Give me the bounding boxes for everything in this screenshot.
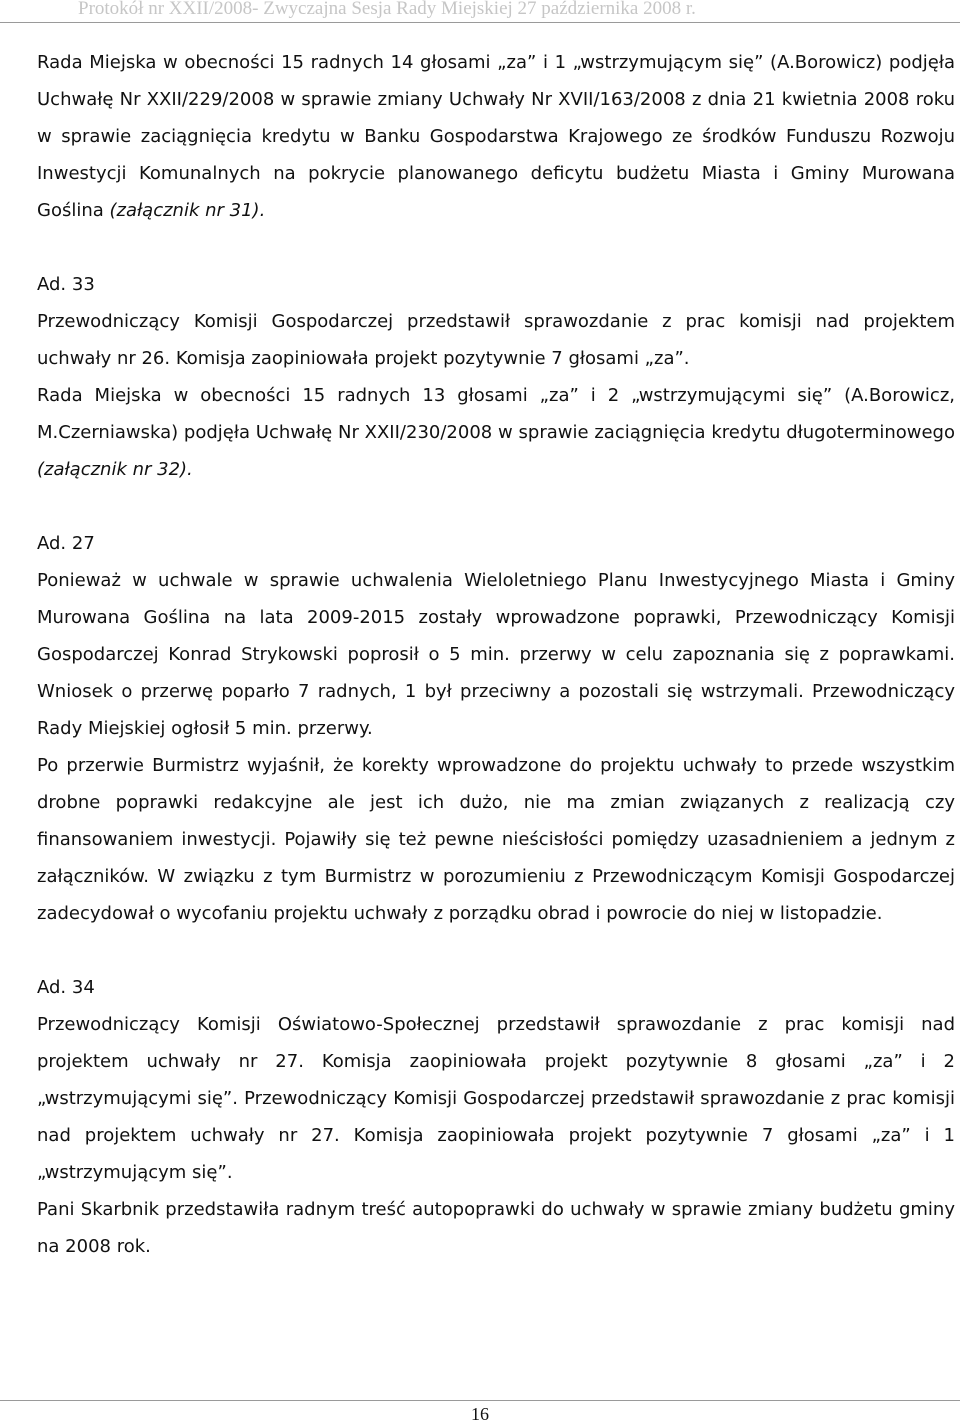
- paragraph-text: Po przerwie Burmistrz wyjaśnił, że korekty wprowadzone do projektu uchwały to przede wszystkim drobne poprawki redakcyjne ale jest ich dużo, nie ma zmian związanych z realizacją czy finansowaniem inwestycji. Pojawiły się też pewne nieścisłości pomiędzy uzasadnieniem a jednym z załączników. W związku z tym Burmistrz w porozumieniu z Przewodniczącym Komisji Gospodarczej zadecydował o wycofaniu projektu uchwały z porządku obrad i powrocie do niej w listopadzie.: [37, 755, 955, 924]
- paragraph-ad-34-reports: [37, 1006, 955, 1191]
- paragraph-ad-27-break: [37, 562, 955, 747]
- header-title: Protokół nr XXII/2008- Zwyczajna Sesja Rady Miejskiej 27 października 2008 r.: [78, 0, 696, 19]
- paragraph-text: Pani Skarbnik przedstawiła radnym treść autopoprawki do uchwały w sprawie zmiany budżetu gminy na 2008 rok.: [37, 1199, 955, 1257]
- paragraph-text: Ad. 27: [37, 533, 95, 554]
- page-header: [0, 0, 960, 23]
- document-body: [37, 44, 955, 1265]
- paragraph-text: Ad. 33: [37, 274, 95, 295]
- heading-ad-33: [37, 266, 955, 303]
- paragraph-text: Przewodniczący Komisji Oświatowo-Społecznej przedstawił sprawozdanie z prac komisji nad projektem uchwały nr 27. Komisja zaopiniowała projekt pozytywnie 8 głosami „za” i 2 „wstrzymującymi się”. Przewodniczący Komisji Gospodarczej przedstawił sprawozdanie z prac komisji nad projektem uchwały nr 27. Komisja zaopiniowała projekt pozytywnie 7 głosami „za” i 1 „wstrzymującym się”.: [37, 1014, 955, 1183]
- paragraph-text: Ponieważ w uchwale w sprawie uchwalenia Wieloletniego Planu Inwestycyjnego Miasta i Gminy Murowana Goślina na lata 2009-2015 zostały wprowadzone poprawki, Przewodniczący Komisji Gospodarczej Konrad Strykowski poprosił o 5 min. przerwy w celu zapoznania się z poprawkami. Wniosek o przerwę poparło 7 radnych, 1 był przeciwny a pozostali się wstrzymali. Przewodniczący Rady Miejskiej ogłosił 5 min. przerwy.: [37, 570, 955, 739]
- paragraph-text: Ad. 34: [37, 977, 95, 998]
- footer-rule: [0, 1400, 960, 1401]
- heading-ad-34: [37, 969, 955, 1006]
- paragraph-ad-27-withdrawal: [37, 747, 955, 932]
- attachment-reference: (załącznik nr 32).: [37, 459, 193, 480]
- heading-ad-27: [37, 525, 955, 562]
- paragraph-text: Rada Miejska w obecności 15 radnych 13 głosami „za” i 2 „wstrzymującymi się” (A.Borowicz, M.Czerniawska) podjęła Uchwałę Nr XXII/230/2008 w sprawie zaciągnięcia kredytu długoterminowego: [37, 385, 955, 443]
- paragraph-gap: [37, 488, 955, 525]
- paragraph-text: Rada Miejska w obecności 15 radnych 14 głosami „za” i 1 „wstrzymującym się” (A.Borowicz) podjęła Uchwałę Nr XXII/229/2008 w sprawie zmiany Uchwały Nr XVII/163/2008 z dnia 21 kwietnia 2008 roku w sprawie zaciągnięcia kredytu w Banku Gospodarstwa Krajowego ze środków Funduszu Rozwoju Inwestycji Komunalnych na pokrycie planowanego deficytu budżetu Miasta i Gminy Murowana Goślina: [37, 52, 955, 221]
- paragraph-ad-33-report: [37, 303, 955, 377]
- paragraph-ad-34-treasurer: [37, 1191, 955, 1265]
- page-number: 16: [471, 1404, 489, 1424]
- paragraph-gap: [37, 229, 955, 266]
- paragraph-resolution-229: [37, 44, 955, 229]
- paragraph-resolution-230: [37, 377, 955, 488]
- paragraph-gap: [37, 932, 955, 969]
- attachment-reference: (załącznik nr 31).: [109, 200, 266, 221]
- paragraph-text: Przewodniczący Komisji Gospodarczej przedstawił sprawozdanie z prac komisji nad projektem uchwały nr 26. Komisja zaopiniowała projekt pozytywnie 7 głosami „za”.: [37, 311, 955, 369]
